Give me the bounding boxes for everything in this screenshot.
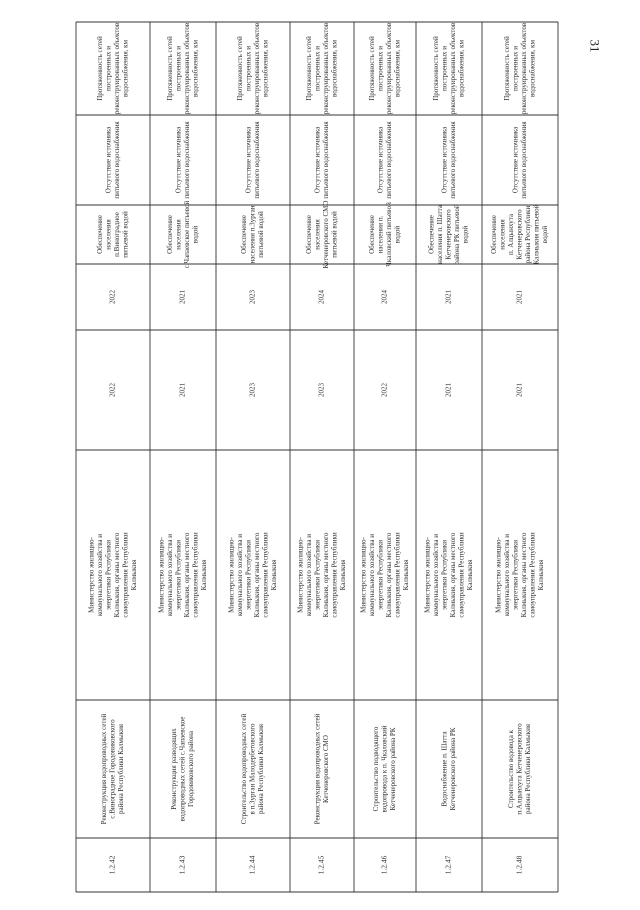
- result-text-line: питьевой водой: [257, 211, 266, 258]
- result-text-line: питьевой водой: [330, 211, 339, 258]
- responsible-text-line: Министерство жилищно-: [296, 537, 305, 613]
- result-text-line: водой: [191, 225, 200, 244]
- indicator-text-line: Протяженность сетей: [165, 36, 174, 101]
- problem-text-line: питьевого водоснабжения: [182, 121, 191, 199]
- cell-result: [305, 201, 339, 269]
- start-text-line: 2023: [248, 383, 257, 397]
- responsible-text-line: самоуправления Республики: [261, 532, 270, 618]
- cell-result: [166, 200, 200, 268]
- indicator-text-line: построенных и: [313, 45, 322, 92]
- responsible-text-line: Министерство жилищно-: [423, 537, 432, 613]
- indicator-text-line: Протяженность сетей: [367, 36, 376, 101]
- id-text-line: 1.2.42: [107, 855, 117, 875]
- indicator-text-line: водоснабжения, км: [121, 39, 130, 98]
- responsible-text-line: энергетики Республики: [104, 539, 113, 611]
- indicator-text-line: водоснабжения, км: [393, 39, 402, 98]
- cell-problem: [244, 121, 261, 199]
- responsible-text-line: самоуправления Республики: [457, 532, 466, 618]
- cell-end: [249, 290, 257, 305]
- responsible-text-line: Министерство жилищно-: [87, 537, 96, 613]
- problem-text-line: питьевого водоснабжения: [112, 121, 121, 199]
- result-text-line: с.Чапаевское питьевой: [182, 200, 191, 269]
- responsible-text-line: энергетики Республики: [440, 539, 449, 611]
- cell-end: [179, 290, 187, 305]
- cell-name: [507, 723, 532, 815]
- result-text-line: Кетченеровского: [444, 209, 453, 260]
- start-text-line: 2022: [380, 383, 389, 397]
- responsible-text-line: самоуправления Республики: [121, 532, 130, 618]
- result-text-line: питьевой водой: [121, 211, 130, 258]
- responsible-text-line: энергетики Республики: [313, 539, 322, 611]
- cell-id: [380, 855, 389, 874]
- result-text-line: п.Виноградное: [112, 212, 121, 257]
- cell-id: [515, 855, 524, 874]
- table-cells: [87, 22, 549, 874]
- cell-result: [428, 204, 470, 264]
- cell-id: [248, 855, 257, 874]
- name-text-line: п.Алцынхута Кетченеровского: [515, 723, 524, 815]
- problem-text-line: питьевого водоснабжения: [448, 121, 457, 199]
- name-text-line: водопроводных сетей с.Чапаевское: [178, 716, 187, 822]
- cell-end: [109, 290, 117, 305]
- end-text-line: 2023: [248, 290, 257, 304]
- responsible-text-line: Калмыкия: [465, 559, 474, 591]
- name-text-line: Реконструкция водопроводных сетей: [313, 713, 322, 825]
- cell-responsible: [227, 532, 278, 617]
- cell-name: [240, 714, 265, 825]
- responsible-text-line: Калмыкия: [199, 559, 208, 591]
- id-text-line: 1.2.47: [443, 855, 453, 875]
- name-text-line: Кетченеровского СМО: [321, 735, 330, 803]
- responsible-text-line: коммунального хозяйства и: [367, 533, 376, 617]
- indicator-text-line: реконструированных объектов: [112, 22, 121, 115]
- responsible-text-line: Министерство жилищно-: [227, 537, 236, 613]
- indicator-text-line: водоснабжения, км: [261, 39, 270, 98]
- cell-indicator: [236, 22, 270, 114]
- cell-id: [108, 855, 117, 874]
- start-text-line: 2021: [515, 383, 524, 397]
- id-text-line: 1.2.44: [247, 855, 257, 875]
- id-text-line: 1.2.43: [177, 855, 187, 875]
- cell-responsible: [87, 532, 138, 617]
- name-text-line: Водоснабжение п. Шатта: [440, 731, 449, 807]
- responsible-text-line: самоуправления Республики: [393, 532, 402, 618]
- cell-responsible: [157, 532, 208, 617]
- result-text-line: населения: [174, 219, 183, 250]
- responsible-text-line: Калмыкия, органы местного: [182, 532, 191, 618]
- cell-name: [440, 727, 457, 810]
- cell-start: [381, 383, 389, 398]
- responsible-text-line: коммунального хозяйства и: [431, 533, 440, 617]
- start-text-line: 2022: [108, 383, 117, 397]
- cell-problem: [376, 121, 393, 199]
- indicator-text-line: реконструированных объектов: [182, 22, 191, 115]
- id-text-line: 1.2.46: [379, 855, 389, 875]
- responsible-text-line: самоуправления Республики: [330, 532, 339, 618]
- cell-start: [109, 383, 117, 398]
- cell-responsible: [359, 532, 410, 617]
- responsible-text-line: Калмыкия, органы местного: [519, 532, 528, 618]
- indicator-text-line: реконструированных объектов: [252, 22, 261, 115]
- indicator-text-line: реконструированных объектов: [448, 22, 457, 115]
- name-text-line: Строительство подводящего: [372, 726, 381, 812]
- result-text-line: Обеспечение: [367, 215, 376, 254]
- name-text-line: Реконструкция водопроводных сетей: [100, 713, 109, 825]
- name-text-line: Кетченеровского района РК: [448, 727, 457, 811]
- problem-text-line: Отсутствие источника: [376, 126, 385, 194]
- name-text-line: Кетченеровского района РК: [389, 727, 398, 811]
- indicator-text-line: построенных и: [244, 45, 253, 92]
- cell-problem: [440, 121, 457, 199]
- id-text-line: 1.2.48: [514, 855, 524, 875]
- problem-text-line: Отсутствие источника: [313, 126, 322, 194]
- indicator-text-line: построенных и: [511, 45, 520, 92]
- indicator-text-line: Протяженность сетей: [95, 36, 104, 101]
- result-text-line: Обеспечение: [95, 215, 104, 254]
- problem-text-line: питьевого водоснабжения: [384, 121, 393, 199]
- problem-text-line: питьевого водоснабжения: [321, 121, 330, 199]
- indicator-text-line: Протяженность сетей: [502, 36, 511, 101]
- result-text-line: населения: [498, 219, 507, 250]
- responsible-text-line: Министерство жилищно-: [157, 537, 166, 613]
- cell-indicator: [503, 22, 537, 114]
- cell-indicator: [96, 22, 130, 114]
- name-text-line: Строительство водопроводных сетей: [240, 713, 249, 825]
- name-text-line: в п.Зурган Малодербетовского: [248, 723, 257, 815]
- indicator-text-line: водоснабжения, км: [457, 39, 466, 98]
- cell-name: [100, 713, 125, 824]
- cell-problem: [313, 121, 330, 199]
- cell-end: [516, 290, 524, 305]
- cell-start: [516, 383, 524, 398]
- end-text-line: 2024: [380, 290, 389, 304]
- cell-result: [240, 205, 265, 263]
- indicator-text-line: построенных и: [440, 45, 449, 92]
- result-text-line: Обеспечение: [427, 215, 436, 254]
- cell-id: [444, 855, 453, 874]
- responsible-text-line: самоуправления Республики: [191, 532, 200, 618]
- cell-start: [179, 383, 187, 398]
- result-text-line: района РК питьевой: [453, 204, 462, 265]
- cell-start: [445, 383, 453, 398]
- responsible-text-line: Министерство жилищно-: [359, 537, 368, 613]
- problem-text-line: питьевого водоснабжения: [519, 121, 528, 199]
- responsible-text-line: энергетики Республики: [511, 539, 520, 611]
- result-text-line: Обеспечение: [304, 215, 313, 254]
- responsible-text-line: Калмыкия: [129, 559, 138, 591]
- end-text-line: 2021: [515, 290, 524, 304]
- responsible-text-line: Калмыкия: [536, 559, 545, 591]
- result-text-line: населения п. Шатта: [436, 205, 445, 264]
- cell-problem: [104, 121, 121, 199]
- cell-id: [317, 855, 326, 874]
- responsible-text-line: энергетики Республики: [174, 539, 183, 611]
- name-text-line: района Республики Калмыкия: [524, 723, 533, 815]
- indicator-text-line: реконструированных объектов: [321, 22, 330, 115]
- responsible-text-line: Калмыкия, органы местного: [321, 532, 330, 618]
- end-text-line: 2021: [444, 290, 453, 304]
- result-text-line: Обеспечение: [240, 215, 249, 254]
- cell-problem: [511, 121, 528, 199]
- cell-indicator: [166, 22, 200, 114]
- indicator-text-line: реконструированных объектов: [519, 22, 528, 115]
- responsible-text-line: коммунального хозяйства и: [502, 533, 511, 617]
- name-text-line: водопровода к п. Чкаловский: [380, 725, 389, 813]
- result-text-line: Кетченеровского СМО: [321, 200, 330, 269]
- problem-text-line: Отсутствие источника: [244, 126, 253, 194]
- responsible-text-line: коммунального хозяйства и: [95, 533, 104, 617]
- problem-text-line: Отсутствие источника: [104, 126, 113, 194]
- indicator-text-line: построенных и: [376, 45, 385, 92]
- indicator-text-line: Протяженность сетей: [235, 36, 244, 101]
- responsible-text-line: Калмыкия: [269, 559, 278, 591]
- cell-result: [490, 204, 549, 264]
- result-text-line: населения: [313, 219, 322, 250]
- responsible-text-line: Калмыкия: [338, 559, 347, 591]
- result-text-line: Обеспечение: [489, 215, 498, 254]
- end-text-line: 2024: [317, 290, 326, 304]
- name-text-line: Строительство водовода к: [507, 730, 516, 808]
- responsible-text-line: Калмыкия, органы местного: [112, 532, 121, 618]
- result-text-line: водой: [461, 225, 470, 244]
- responsible-text-line: Калмыкия: [401, 559, 410, 591]
- problem-text-line: Отсутствие источника: [440, 126, 449, 194]
- indicator-text-line: Протяженность сетей: [304, 36, 313, 101]
- result-text-line: Кетченеровского: [515, 209, 524, 260]
- cell-name: [372, 725, 397, 812]
- cell-indicator: [368, 22, 402, 114]
- cell-responsible: [423, 532, 474, 617]
- name-text-line: Реконструкция разводящих: [170, 728, 179, 810]
- start-text-line: 2023: [317, 383, 326, 397]
- cell-indicator: [305, 22, 339, 114]
- responsible-text-line: Калмыкия, органы местного: [384, 532, 393, 618]
- indicator-text-line: водоснабжения, км: [330, 39, 339, 98]
- result-text-line: Обеспечение: [165, 215, 174, 254]
- cell-name: [170, 717, 195, 822]
- indicator-text-line: водоснабжения, км: [528, 39, 537, 98]
- cell-responsible: [296, 532, 347, 617]
- problem-text-line: питьевого водоснабжения: [252, 121, 261, 199]
- result-text-line: населения п.: [376, 215, 385, 254]
- responsible-text-line: коммунального хозяйства и: [165, 533, 174, 617]
- result-text-line: п. Алцынхута: [507, 214, 516, 255]
- name-text-line: с.Виноградное Городовиковского: [108, 719, 117, 819]
- name-text-line: района Республики Калмыкия: [117, 723, 126, 815]
- result-text-line: водой: [541, 225, 550, 244]
- cell-result: [96, 211, 130, 258]
- indicator-text-line: построенных и: [174, 45, 183, 92]
- start-text-line: 2021: [178, 383, 187, 397]
- result-text-line: водой: [393, 225, 402, 244]
- result-text-line: населения: [104, 219, 113, 250]
- name-text-line: района Республики Калмыкия: [257, 723, 266, 815]
- responsible-text-line: коммунального хозяйства и: [235, 533, 244, 617]
- problem-text-line: Отсутствие источника: [511, 126, 520, 194]
- responsible-text-line: энергетики Республики: [376, 539, 385, 611]
- cell-indicator: [432, 22, 466, 114]
- cell-result: [368, 202, 402, 267]
- responsible-text-line: Министерство жилищно-: [494, 537, 503, 613]
- cell-start: [318, 383, 326, 398]
- cell-end: [318, 290, 326, 305]
- result-text-line: Калмыкия питьевой: [532, 204, 541, 265]
- indicator-text-line: построенных и: [104, 45, 113, 92]
- result-text-line: района Республики: [524, 205, 533, 264]
- responsible-text-line: Калмыкия, органы местного: [448, 532, 457, 618]
- indicator-text-line: Протяженность сетей: [431, 36, 440, 101]
- cell-id: [178, 855, 187, 874]
- result-text-line: населения п.Зурган: [248, 205, 257, 264]
- responsible-text-line: самоуправления Республики: [528, 532, 537, 618]
- name-text-line: Городовиковского района: [187, 731, 196, 807]
- cell-responsible: [494, 532, 545, 617]
- responsible-text-line: Калмыкия, органы местного: [252, 532, 261, 618]
- end-text-line: 2022: [108, 290, 117, 304]
- cell-start: [249, 383, 257, 398]
- indicator-text-line: водоснабжения, км: [191, 39, 200, 98]
- cell-problem: [174, 121, 191, 199]
- start-text-line: 2021: [444, 383, 453, 397]
- id-text-line: 1.2.45: [316, 855, 326, 875]
- cell-end: [381, 290, 389, 305]
- result-text-line: Чкаловский питьевой: [384, 202, 393, 267]
- problem-text-line: Отсутствие источника: [174, 126, 183, 194]
- responsible-text-line: коммунального хозяйства и: [304, 533, 313, 617]
- indicator-text-line: реконструированных объектов: [384, 22, 393, 115]
- cell-name: [313, 713, 330, 824]
- cell-end: [445, 290, 453, 305]
- page-number: 31: [587, 39, 603, 53]
- responsible-text-line: энергетики Республики: [244, 539, 253, 611]
- end-text-line: 2021: [178, 290, 187, 304]
